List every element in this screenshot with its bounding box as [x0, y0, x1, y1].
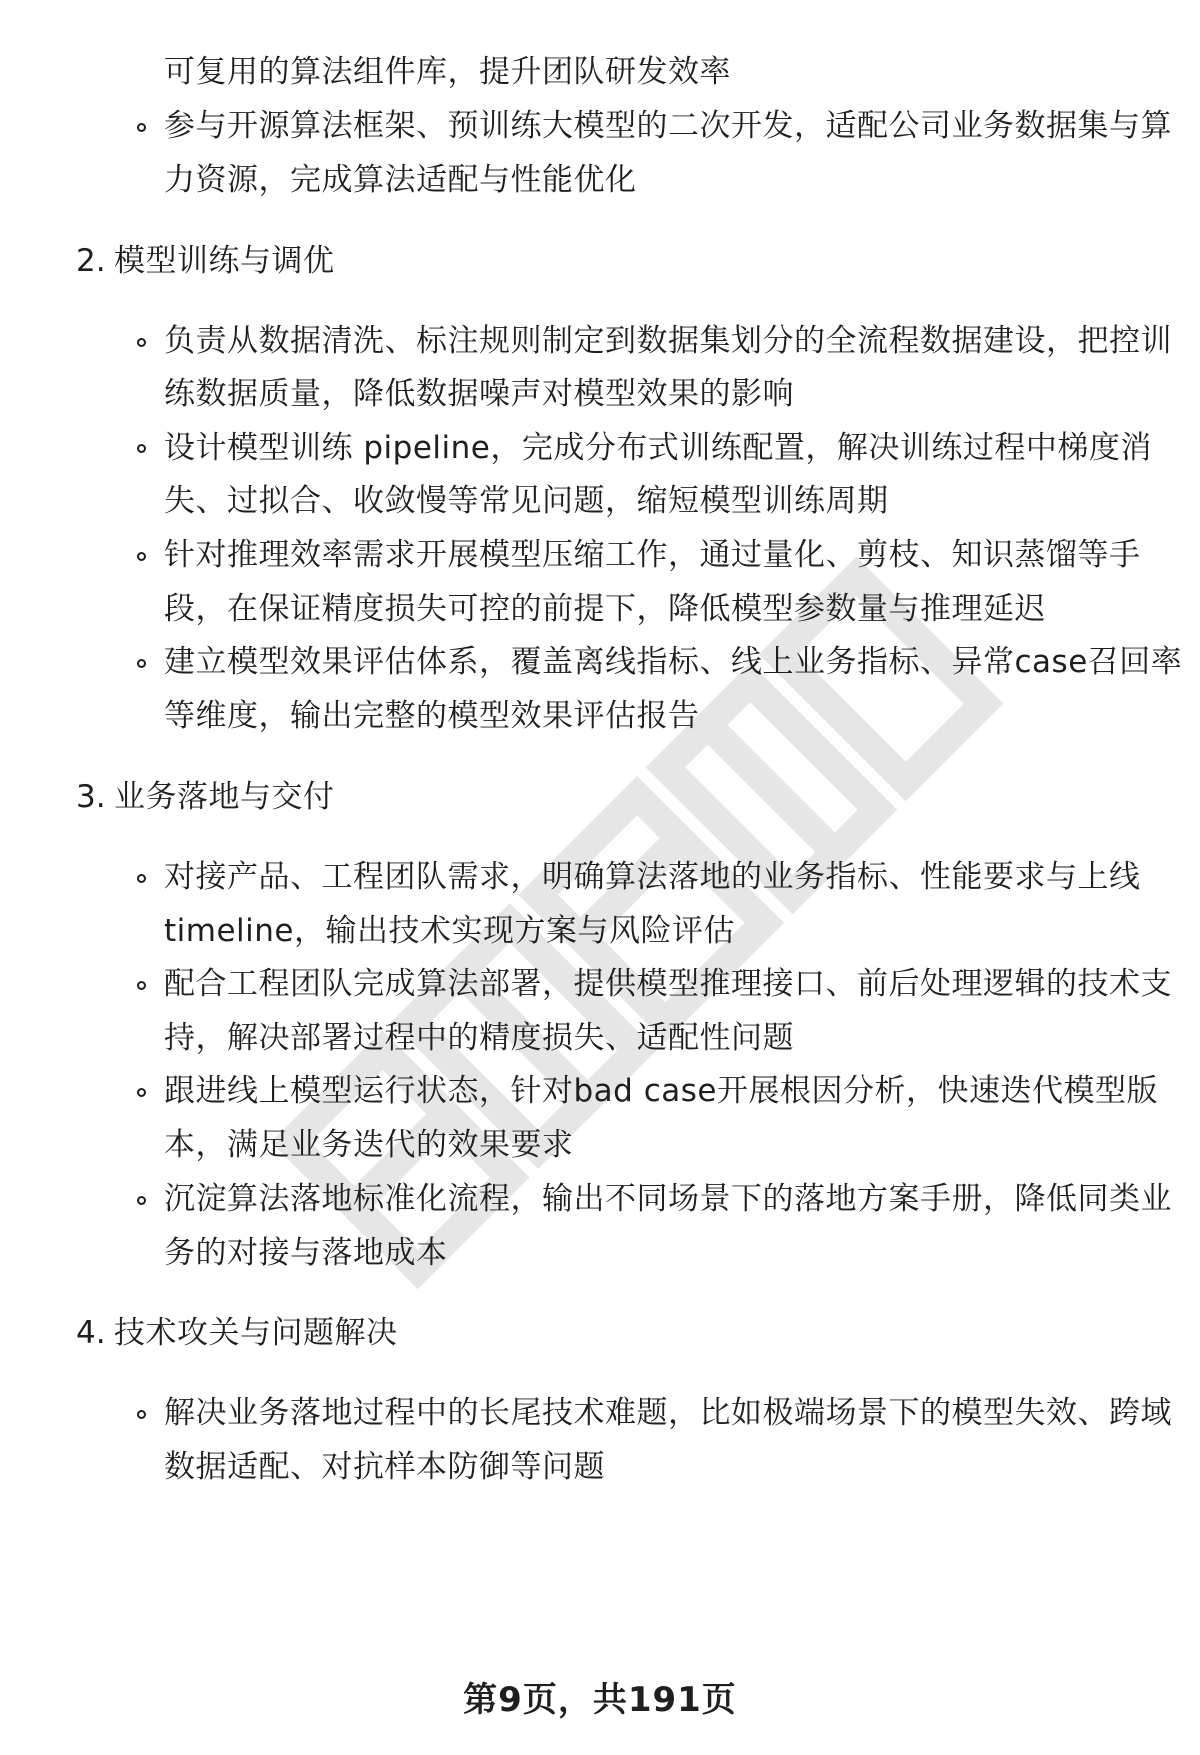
bullet-icon: [137, 981, 146, 990]
list-item-line: 持，解决部署过程中的精度损失、适配性问题: [164, 1020, 794, 1056]
section-heading: 模型训练与调优: [114, 243, 335, 279]
list-item-line: 务的对接与落地成本: [164, 1235, 448, 1271]
bullet-icon: [137, 1088, 146, 1097]
list-item-line: 针对推理效率需求开展模型压缩工作，通过量化、剪枝、知识蒸馏等手: [164, 537, 1141, 573]
list-item-line: 数据适配、对抗样本防御等问题: [164, 1449, 605, 1485]
list-item-line: 建立模型效果评估体系，覆盖离线指标、线上业务指标、异常case召回率: [164, 644, 1183, 680]
list-item-line: 段，在保证精度损失可控的前提下，降低模型参数量与推理延迟: [164, 591, 1046, 627]
section-heading: 业务落地与交付: [114, 779, 335, 815]
section-number: 2.: [76, 243, 106, 279]
bullet-icon: [137, 123, 146, 132]
bullet-icon: [137, 1410, 146, 1419]
section-number: 3.: [76, 779, 106, 815]
list-item-line: 练数据质量，降低数据噪声对模型效果的影响: [164, 376, 794, 412]
bullet-icon: [137, 874, 146, 883]
bullet-icon: [137, 552, 146, 561]
list-item-continuation: 可复用的算法组件库，提升团队研发效率: [164, 54, 731, 90]
list-item-line: 沉淀算法落地标准化流程，输出不同场景下的落地方案手册，降低同类业: [164, 1181, 1172, 1217]
list-item-line: 负责从数据清洗、标注规则制定到数据集划分的全流程数据建设，把控训: [164, 323, 1172, 359]
bullet-icon: [137, 1196, 146, 1205]
list-item-line: 本，满足业务迭代的效果要求: [164, 1127, 574, 1163]
section-heading: 技术攻关与问题解决: [114, 1315, 398, 1351]
list-item-line: 参与开源算法框架、预训练大模型的二次开发，适配公司业务数据集与算: [164, 108, 1172, 144]
bullet-icon: [137, 659, 146, 668]
list-item-line: 等维度，输出完整的模型效果评估报告: [164, 698, 700, 734]
list-item-line: 配合工程团队完成算法部署，提供模型推理接口、前后处理逻辑的技术支: [164, 966, 1172, 1002]
bullet-icon: [137, 444, 146, 453]
page-number-footer: 第9页，共191页: [463, 1680, 737, 1720]
list-item-line: timeline，输出技术实现方案与风险评估: [164, 913, 735, 949]
list-item-line: 力资源，完成算法适配与性能优化: [164, 162, 637, 198]
section-number: 4.: [76, 1315, 106, 1351]
list-item-line: 解决业务落地过程中的长尾技术难题，比如极端场景下的模型失效、跨域: [164, 1395, 1172, 1431]
list-item-line: 跟进线上模型运行状态，针对bad case开展根因分析，快速迭代模型版: [164, 1073, 1158, 1109]
list-item-line: 失、过拟合、收敛慢等常见问题，缩短模型训练周期: [164, 483, 889, 519]
bullet-icon: [137, 338, 146, 347]
list-item-line: 对接产品、工程团队需求，明确算法落地的业务指标、性能要求与上线: [164, 859, 1141, 895]
list-item-line: 设计模型训练 pipeline，完成分布式训练配置，解决训练过程中梯度消: [164, 430, 1152, 466]
